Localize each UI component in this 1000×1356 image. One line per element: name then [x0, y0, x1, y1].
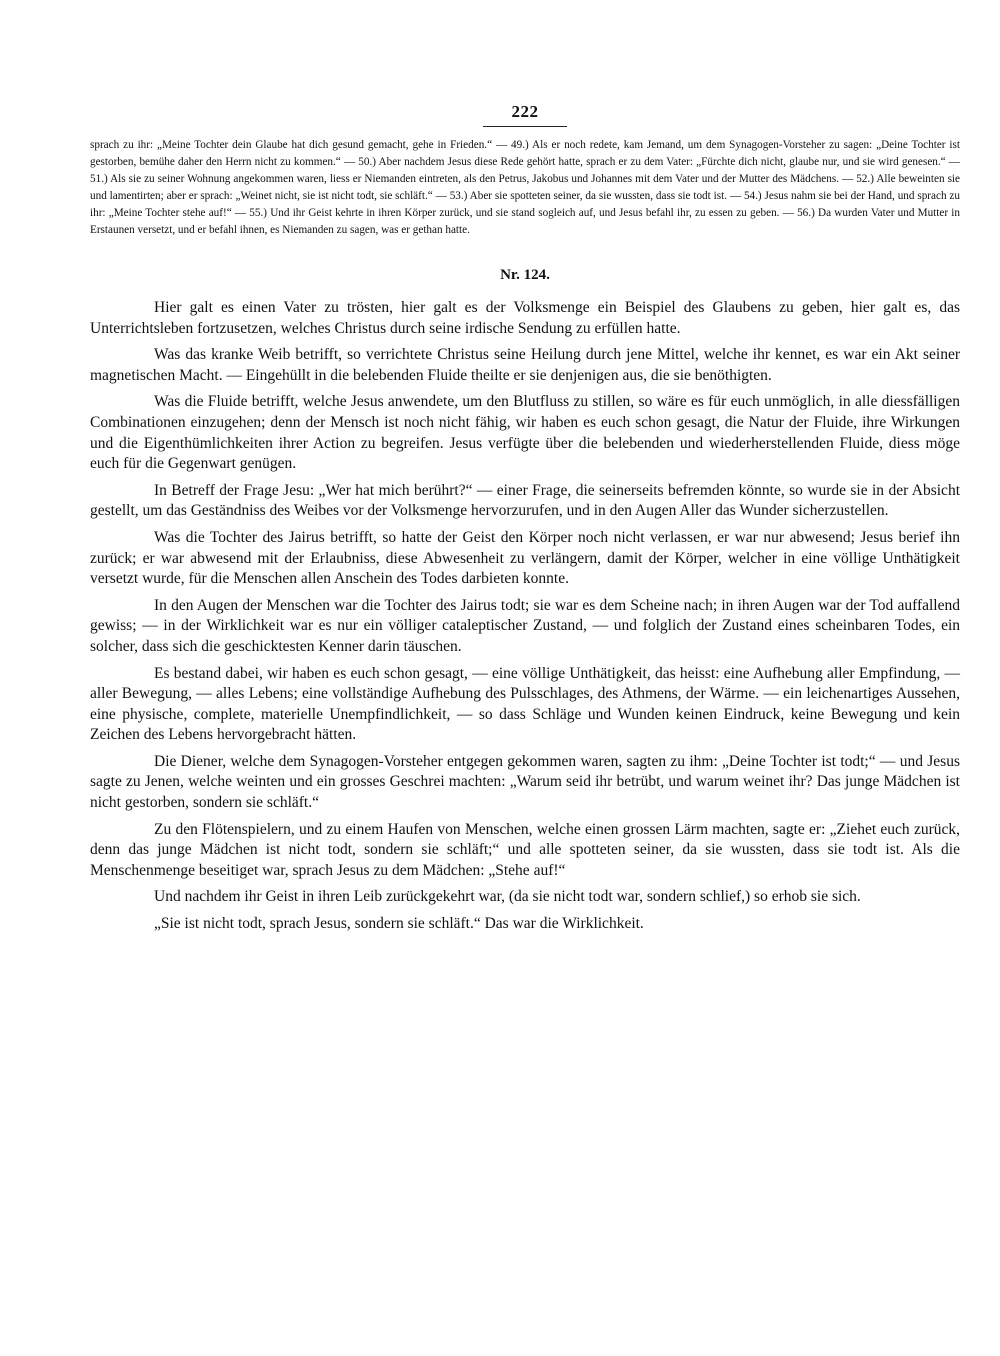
paragraph: Es bestand dabei, wir haben es euch schon gesagt, — eine völlige Unthätigkeit, das heisst: eine Aufhebung aller Empfindung, — aller Bewegung, — alles Lebens; eine vollständige Aufhebung des Pulsschlages, des Athmens, der Wärme. — ein leichenartiges Aussehen, eine physische, complete, materielle Unempfindlichkeit, — so dass Schläge und Wunden keinen Eindruck, keine Bewegung und kein Zeichen des Lebens hervorgebracht hätten.	[90, 664, 960, 744]
paragraph: In Betreff der Frage Jesu: „Wer hat mich berührt?“ — einer Frage, die seinerseits befremden könnte, so wurde sie in der Absicht gestellt, um das Geständniss des Weibes vor der Volksmenge hervorzurufen, und in den Augen Aller das Wunder sicherzustellen.	[90, 481, 960, 520]
paragraph: „Sie ist nicht todt, sprach Jesus, sondern sie schläft.“ Das war die Wirklichkeit.	[154, 915, 644, 933]
scripture-text: sprach zu ihr: „Meine Tochter dein Glaube hat dich gesund gemacht, gehe in Frieden.“ — 49.) Als er noch redete, kam Jemand, um dem Synagogen-Vorsteher zu sagen: „Deine Tochter ist gestorben, bemühe daher den Herrn nicht zu kommen.“ — 50.) Aber nachdem Jesus diese Rede gehört hatte, sprach er zu dem Vater: „Fürchte dich nicht, glaube nur, und sie wird genesen.“ — 51.) Als sie zu seiner Wohnung angekommen waren, liess er Niemanden eintreten, als den Petrus, Jakobus und Johannes mit dem Vater und der Mutter des Mädchens. — 52.) Alle beweinten sie und lamentirten; aber er sprach: „Weinet nicht, sie ist nicht todt, sie schläft.“ — 53.) Aber sie spotteten seiner, da sie wussten, dass sie todt ist. — 54.) Jesus nahm sie bei der Hand, und sprach zu ihr: „Meine Tochter stehe auf!“ — 55.) Und ihr Geist kehrte in ihren Körper zurück, und sie stand sogleich auf, und Jesus befahl ihr, zu essen zu geben. — 56.) Da wurden Vater und Mutter in Erstaunen versetzt, und er befahl ihnen, es Niemanden zu sagen, was er gethan hatte.	[90, 139, 960, 236]
page-number: 222	[511, 102, 539, 121]
paragraph: Und nachdem ihr Geist in ihren Leib zurückgekehrt war, (da sie nicht todt war, sondern schlief,) so erhob sie sich.	[154, 888, 861, 906]
paragraph: Was die Fluide betrifft, welche Jesus anwendete, um den Blutfluss zu stillen, so wäre es für euch unmöglich, in alle diessfälligen Combinationen einzugehen; denn der Mensch ist noch nicht fähig, wir haben es euch schon gesagt, die Natur der Fluide, ihre Wirkungen und die Eigenthümlichkeiten ihrer Action zu begreifen. Jesus verfügte über die belebenden und wiederherstellenden Fluide, diess möge euch für die Gegenwart genügen.	[90, 393, 960, 473]
body-text	[90, 298, 960, 935]
paragraph: Zu den Flötenspielern, und zu einem Haufen von Menschen, welche einen grossen Lärm machten, sagte er: „Ziehet euch zurück, denn das junge Mädchen ist nicht todt, sondern sie schläft;“ und alle spotteten seiner, da sie wussten, dass sie todt ist. Als die Menschenmenge beseitiget war, sprach Jesus zu dem Mädchen: „Stehe auf!“	[90, 820, 960, 879]
paragraph: Was das kranke Weib betrifft, so verrichtete Christus seine Heilung durch jene Mittel, welche ihr kennet, es war ein Akt seiner magnetischen Macht. — Eingehüllt in die belebenden Fluide theilte er sie denjenigen aus, die sie benöthigten.	[90, 346, 960, 384]
paragraph: In den Augen der Menschen war die Tochter des Jairus todt; sie war es dem Scheine nach; in ihren Augen war der Tod auffallend gewiss; — in der Wirklichkeit war es nur ein völliger cataleptischer Zustand, — und folglich der Zustand eines scheinbaren Todes, ein solcher, dass sich die geschicktesten Kenner darin täuschen.	[90, 596, 960, 655]
paragraph: Was die Tochter des Jairus betrifft, so hatte der Geist den Körper noch nicht verlassen, er war nur abwesend; Jesus berief ihn zurück; er war abwesend mit der Erlaubniss, diese Abwesenheit zu verlängern, damit der Körper, welcher in eine völlige Unthätigkeit versetzt wurde, für die Menschen allen Anschein des Todes darbieten konnte.	[90, 528, 960, 588]
page	[90, 102, 960, 941]
paragraph: Die Diener, welche dem Synagogen-Vorsteher entgegen gekommen waren, sagten zu ihm: „Deine Tochter ist todt;“ — und Jesus sagte zu Jenen, welche weinten und ein grosses Geschrei machten: „Warum seid ihr betrübt, und warum weinet ihr? Das junge Mädchen ist nicht gestorben, sondern sie schläft.“	[90, 752, 960, 812]
section-heading: Nr. 124.	[500, 267, 550, 283]
header-rule	[483, 126, 567, 127]
paragraph: Hier galt es einen Vater zu trösten, hier galt es der Volksmenge ein Beispiel des Glaubens zu geben, hier galt es, das Unterrichtsleben fortzusetzen, welches Christus durch seine irdische Sendung zu erfüllen hatte.	[90, 299, 960, 337]
